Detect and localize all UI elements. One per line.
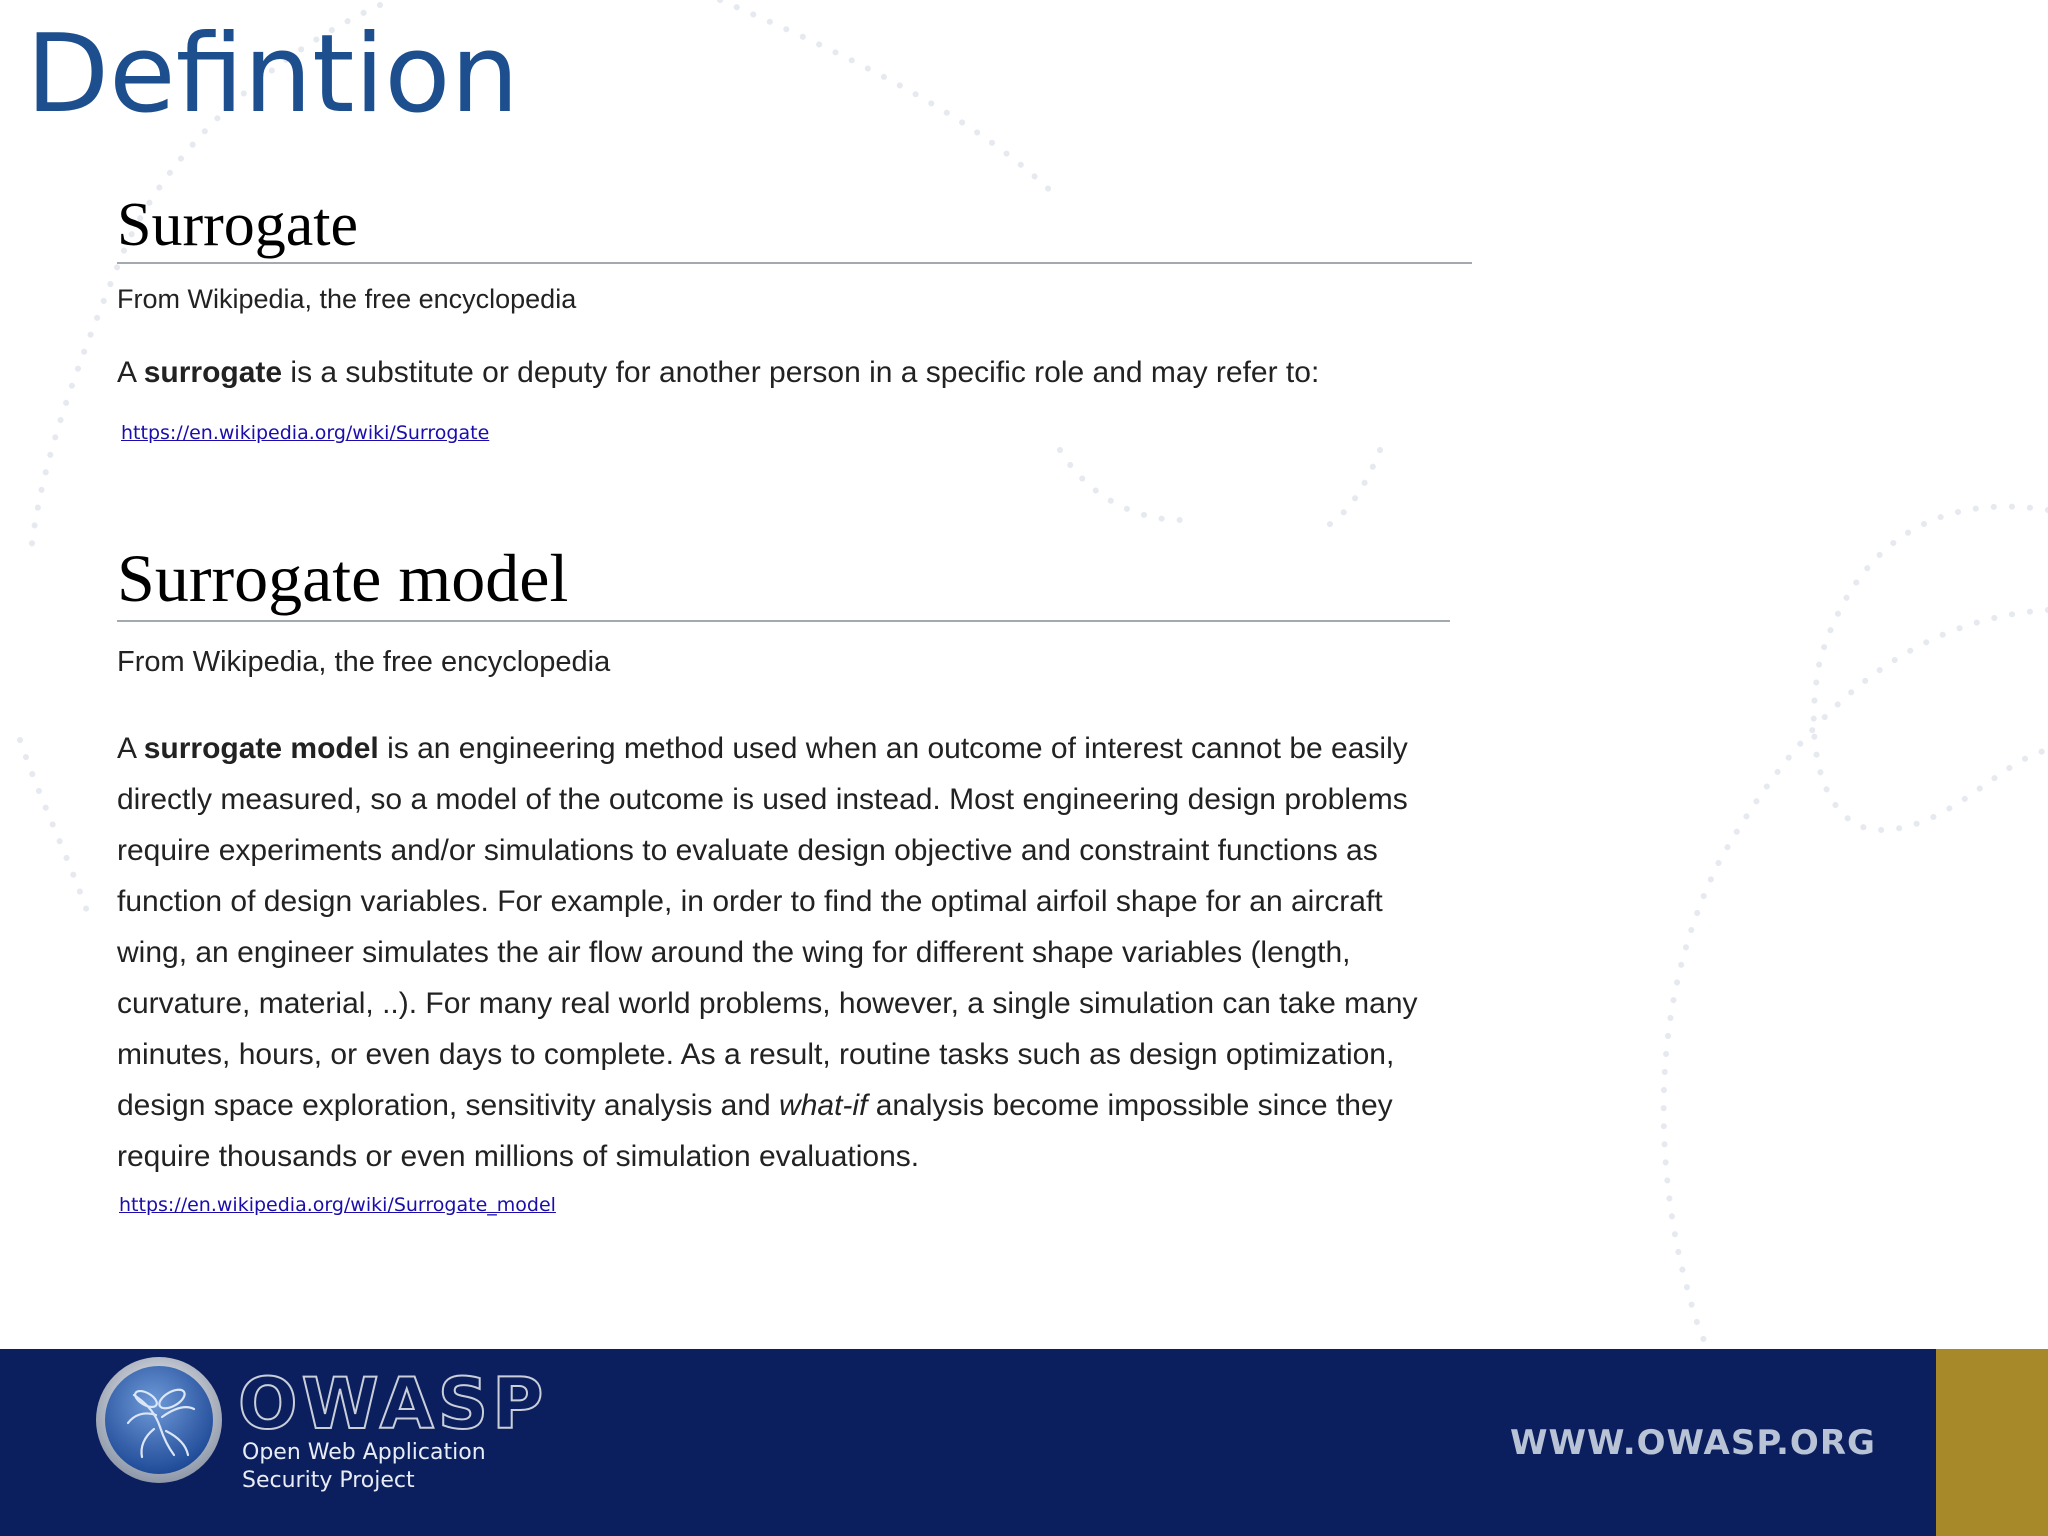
footer-gold-accent <box>1936 1349 2048 1536</box>
article-tagline: From Wikipedia, the free encyclopedia <box>117 645 611 678</box>
article-heading: Surrogate <box>117 188 1472 264</box>
source-link[interactable]: https://en.wikipedia.org/wiki/Surrogate_model <box>119 1193 556 1216</box>
brand-subtitle-line-1: Open Web Application <box>242 1440 486 1465</box>
footer-bar <box>0 1349 2048 1536</box>
body-part-2: analysis become impossible since they require thousands or even millions of simulation evaluations. <box>117 1088 1393 1173</box>
brand-subtitle-line-2: Security Project <box>242 1468 415 1493</box>
body-bold-term: surrogate <box>143 356 283 390</box>
owasp-wasp-logo-icon <box>94 1355 224 1485</box>
body-intro: A <box>117 356 144 390</box>
body-bold-term: surrogate model <box>143 731 379 765</box>
source-link[interactable]: https://en.wikipedia.org/wiki/Surrogate <box>121 422 490 445</box>
article-tagline: From Wikipedia, the free encyclopedia <box>117 284 577 315</box>
body-rest: is a substitute or deputy for another person in a specific role and may refer to: <box>282 356 1320 390</box>
footer-website-url: WWW.OWASP.ORG <box>1510 1423 1876 1463</box>
body-italic-term: what-if <box>779 1088 868 1122</box>
surrogate-model-article <box>117 538 1450 1216</box>
surrogate-article <box>117 188 1472 444</box>
slide-title: Defintion <box>26 12 519 137</box>
owasp-brand-subtitle <box>242 1439 542 1495</box>
article-heading: Surrogate model <box>117 538 1450 622</box>
owasp-brand-wordmark: OWASP <box>238 1363 548 1445</box>
article-body <box>117 353 1472 392</box>
body-intro: A <box>117 731 144 765</box>
article-body <box>117 723 1450 1182</box>
body-part-1: is an engineering method used when an outcome of interest cannot be easily directly measured, so a model of the outcome is used instead. Most engineering design problems require experiments and/or simulations to evaluate design objective and constraint functions as function of design variables. For example, in order to find the optimal airfoil shape for an aircraft wing, an engineer simulates the air flow around the wing for different shape variables (length, curvature, material, ..). For many real world problems, however, a single simulation can take many minutes, hours, or even days to complete. As a result, routine tasks such as design optimization, design space exploration, sensitivity analysis and <box>117 731 1418 1122</box>
